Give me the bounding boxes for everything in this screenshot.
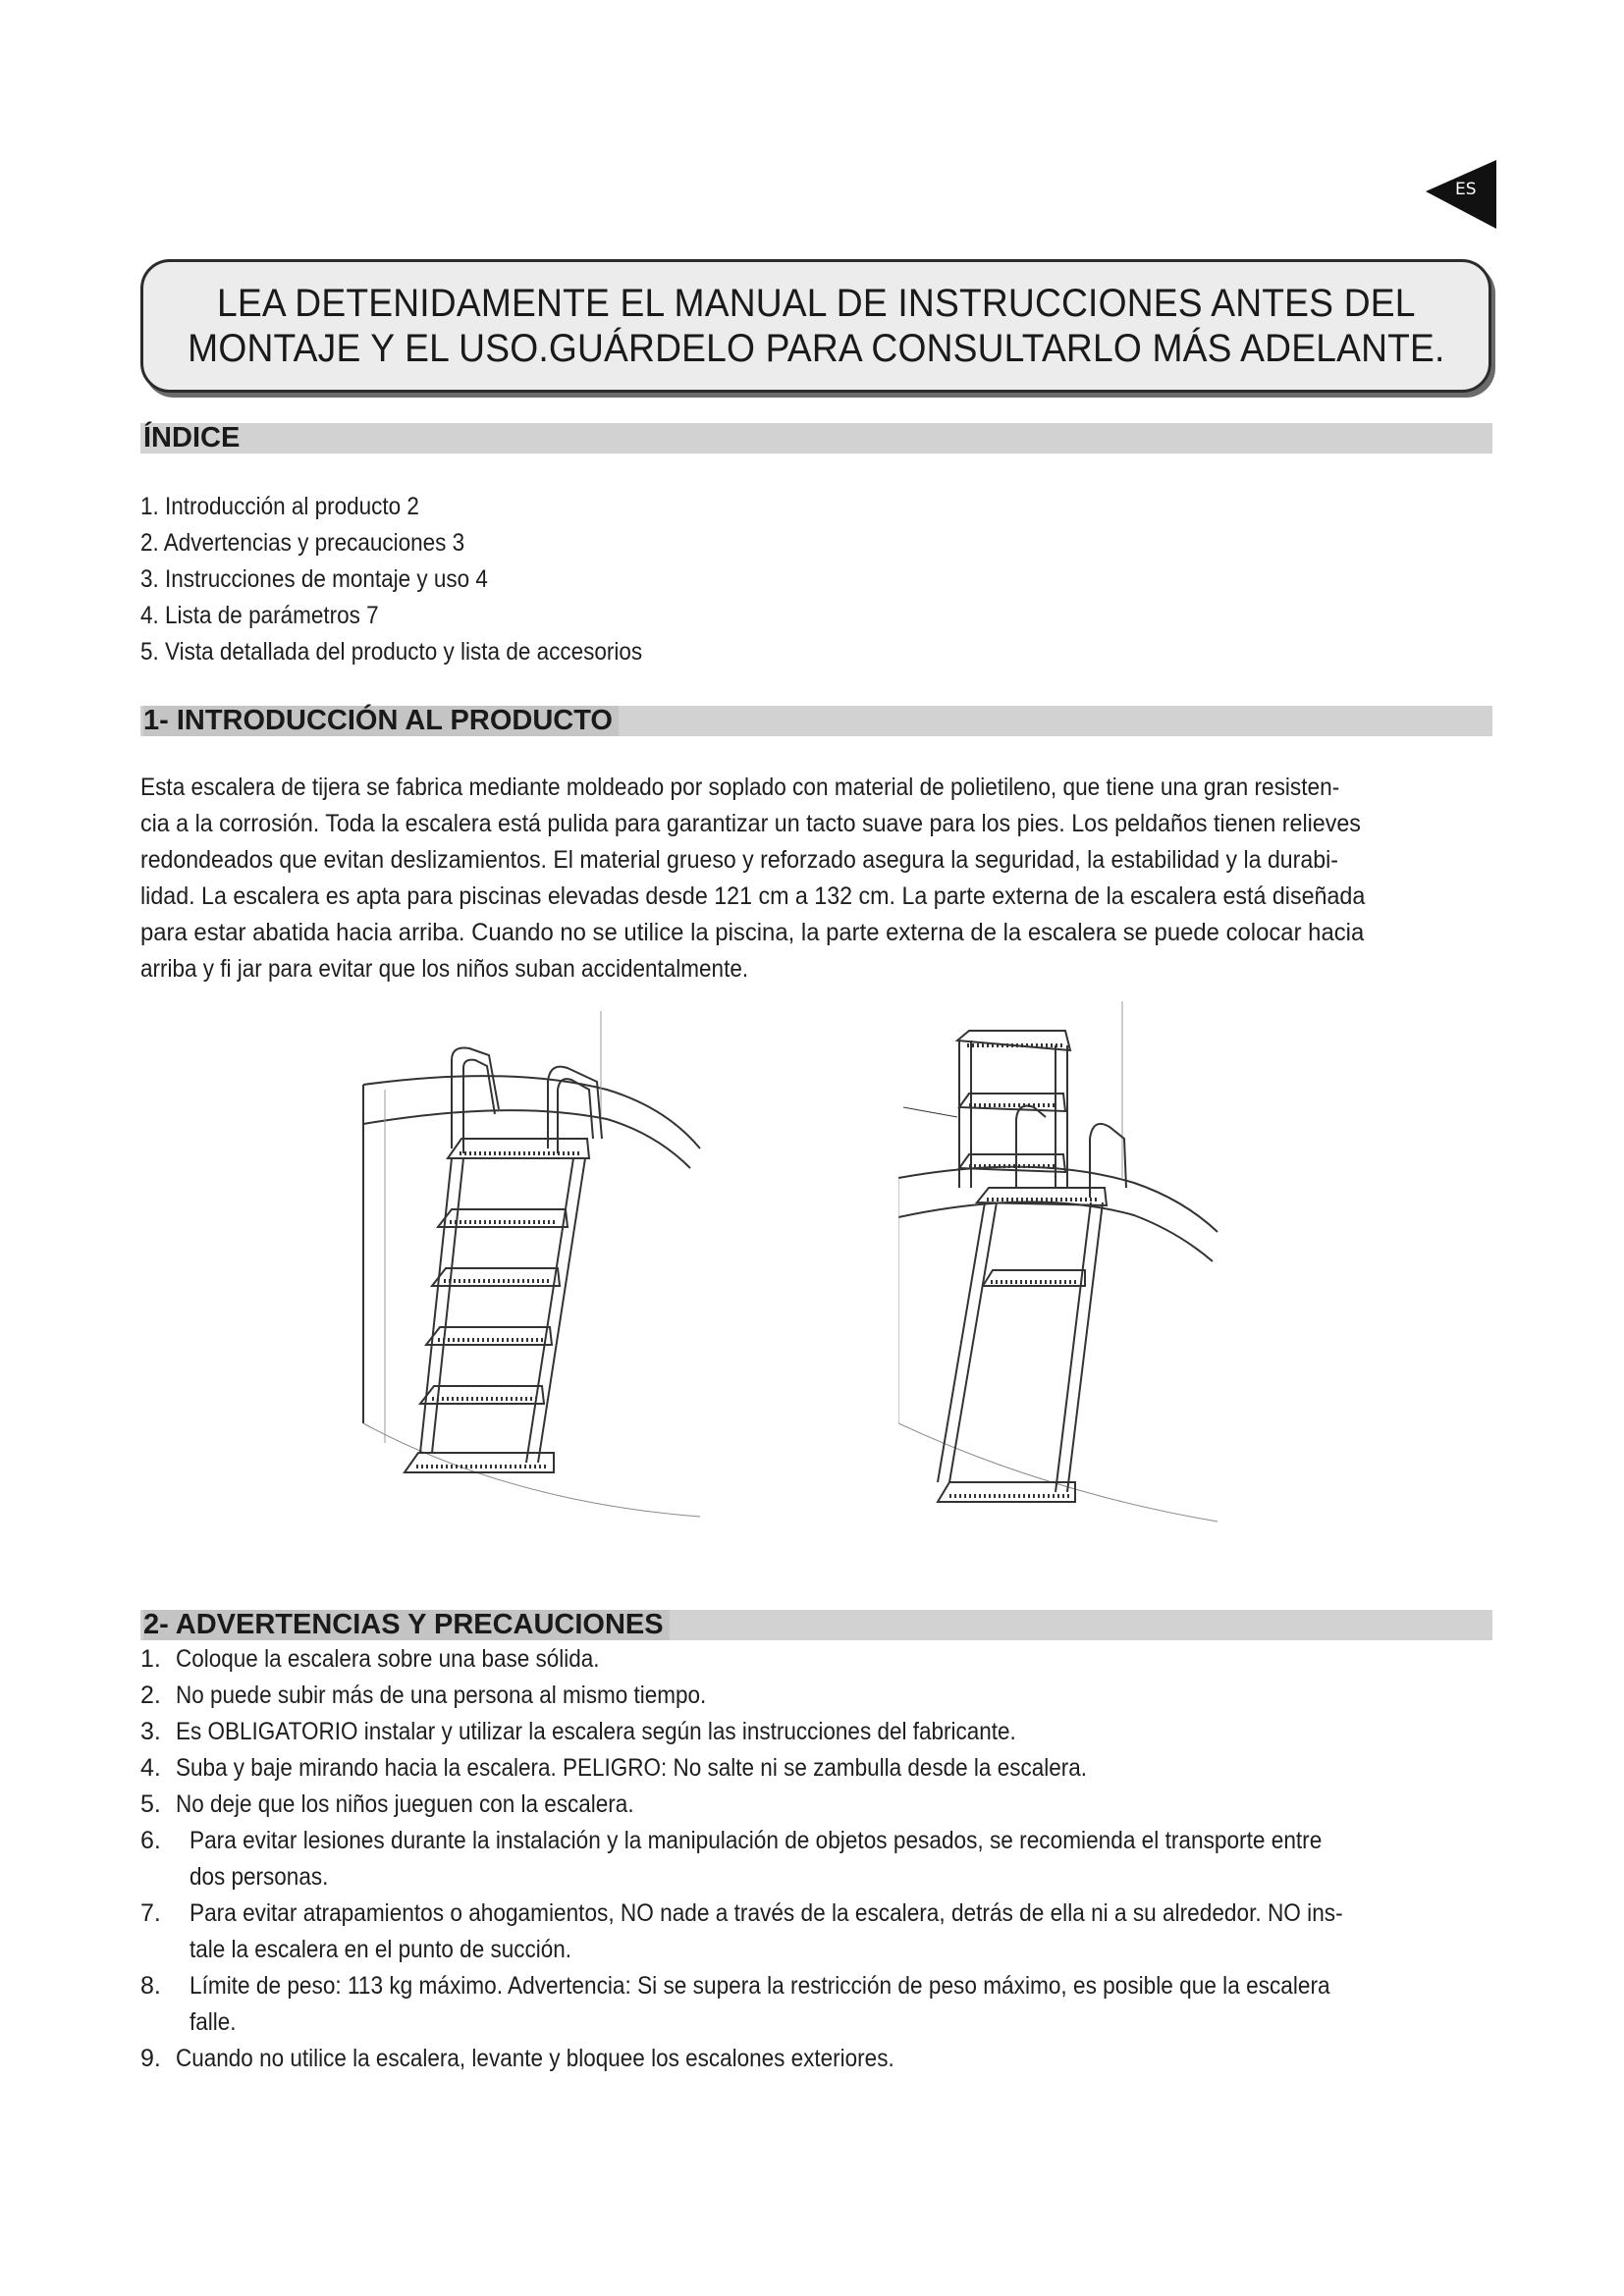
intro-paragraph xyxy=(140,770,1492,988)
item-number: 7. xyxy=(140,1899,161,1927)
intro-line: lidad. La escalera es apta para piscinas elevadas desde 121 cm a 132 cm. La parte externa de la escalera está diseñada xyxy=(140,882,1366,910)
notice-line-1: LEA DETENIDAMENTE EL MANUAL DE INSTRUCCIONES ANTES DEL xyxy=(216,282,1416,325)
item-text-continued: falle. xyxy=(189,2008,237,2036)
item-number: 6. xyxy=(140,1827,161,1854)
item-text: Coloque la escalera sobre una base sólida. xyxy=(176,1645,600,1673)
item-text: No deje que los niños jueguen con la escalera. xyxy=(176,1790,634,1818)
reading-notice xyxy=(140,259,1491,393)
item-number: 1. xyxy=(140,1645,161,1673)
item-text: Límite de peso: 113 kg máximo. Advertencia: Si se supera la restricción de peso máximo, es posible que la escalera xyxy=(189,1972,1330,2000)
intro-heading: 1- INTRODUCCIÓN AL PRODUCTO xyxy=(143,706,619,736)
item-number: 9. xyxy=(140,2045,161,2072)
item-text: No puede subir más de una persona al mismo tiempo. xyxy=(176,1682,707,1709)
ladder-folded-illustration xyxy=(898,991,1222,1541)
intro-line: redondeados que evitan deslizamientos. El material grueso y reforzado asegura la seguridad, la estabilidad y la durabi- xyxy=(140,846,1338,874)
item-text-continued: tale la escalera en el punto de succión. xyxy=(189,1936,572,1963)
intro-line: Esta escalera de tijera se fabrica mediante moldeado por soplado con material de polietileno, que tiene una gran resisten- xyxy=(140,774,1340,801)
item-text-continued: dos personas. xyxy=(189,1863,329,1891)
index-heading-bar xyxy=(140,423,1492,454)
intro-line: para estar abatida hacia arriba. Cuando no se utilice la piscina, la parte externa de la escalera se puede colocar hacia xyxy=(140,919,1365,946)
ladder-installed-illustration xyxy=(361,991,705,1541)
warnings-list xyxy=(140,1641,1492,2093)
index-heading: ÍNDICE xyxy=(143,422,241,454)
item-text: Para evitar atrapamientos o ahogamientos, NO nade a través de la escalera, detrás de ella ni a su alrededor. NO ins- xyxy=(189,1899,1343,1927)
warnings-heading-bar xyxy=(140,1610,1492,1640)
intro-heading-bar xyxy=(140,706,1492,736)
language-code: ES xyxy=(1455,180,1477,199)
item-text: Cuando no utilice la escalera, levante y bloquee los escalones exteriores. xyxy=(176,2045,894,2072)
item-text: Para evitar lesiones durante la instalación y la manipulación de objetos pesados, se recomienda el transporte entre xyxy=(189,1827,1323,1854)
item-number: 4. xyxy=(140,1754,161,1782)
index-item: 3. Instrucciones de montaje y uso 4 xyxy=(140,565,488,593)
item-number: 8. xyxy=(140,1972,161,2000)
index-item: 1. Introducción al producto 2 xyxy=(140,493,419,520)
language-tab xyxy=(1426,160,1496,229)
item-text: Es OBLIGATORIO instalar y utilizar la escalera según las instrucciones del fabricante. xyxy=(176,1718,1016,1745)
index-item: 2. Advertencias y precauciones 3 xyxy=(140,529,465,557)
notice-line-2: MONTAJE Y EL USO.GUÁRDELO PARA CONSULTARLO MÁS ADELANTE. xyxy=(187,327,1445,370)
intro-line: cia a la corrosión. Toda la escalera está pulida para garantizar un tacto suave para los pies. Los peldaños tienen relieves xyxy=(140,810,1361,837)
intro-line: arriba y fi jar para evitar que los niños suban accidentalmente. xyxy=(140,955,749,983)
item-number: 2. xyxy=(140,1682,161,1709)
warnings-heading: 2- ADVERTENCIAS Y PRECAUCIONES xyxy=(143,1610,670,1640)
index-item: 4. Lista de parámetros 7 xyxy=(140,602,379,629)
item-number: 3. xyxy=(140,1718,161,1745)
item-text: Suba y baje mirando hacia la escalera. PELIGRO: No salte ni se zambulla desde la escalera. xyxy=(176,1754,1087,1782)
item-number: 5. xyxy=(140,1790,161,1818)
index-item: 5. Vista detallada del producto y lista de accesorios xyxy=(140,638,643,666)
